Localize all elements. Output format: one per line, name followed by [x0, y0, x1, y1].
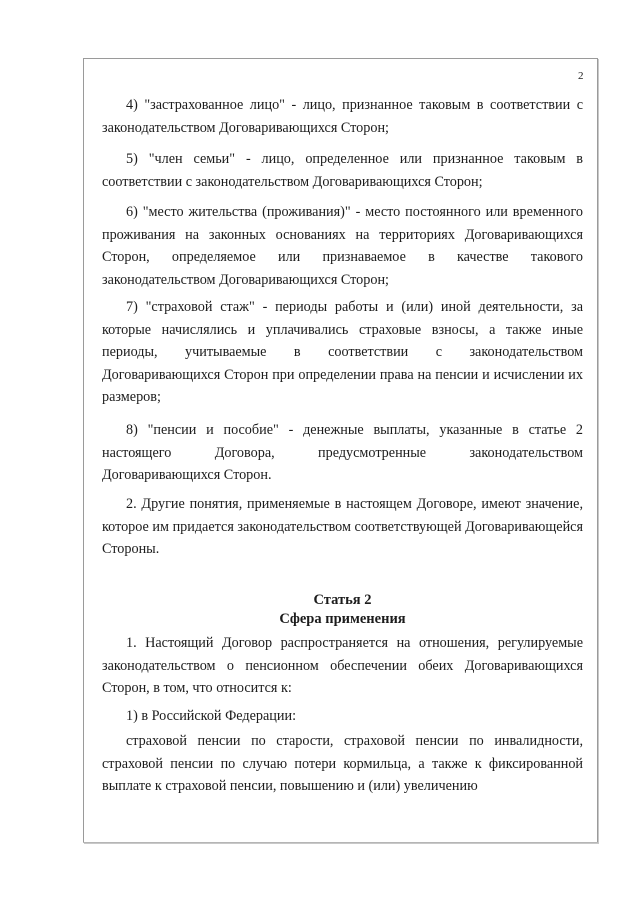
scope-paragraph: 1. Настоящий Договор распространяется на отношения, регулируемые законодательством о пенсионном обеспечении обеих Договаривающихся Сторон, в том, что относится к:	[102, 635, 583, 696]
definition-residence: 6) "место жительства (проживания)" - место постоянного или временного проживания на законных основаниях на территориях Договаривающихся Сторон, определяемое или признаваемое в качестве такового законодательством Договаривающихся Сторон;	[102, 204, 583, 288]
russian-federation-item: 1) в Российской Федерации:	[126, 708, 297, 724]
insurance-pension-paragraph: страховой пенсии по старости, страховой пенсии по инвалидности, страховой пенсии по случаю потери кормильца, а также к фиксированной выплате к страховой пенсии, повышению и (или) увеличению	[102, 733, 583, 794]
other-terms-paragraph: 2. Другие понятия, применяемые в настоящем Договоре, имеют значение, которое им придается законодательством соответствующей Договаривающейся Стороны.	[102, 496, 583, 557]
definition-insured-person: 4) "застрахованное лицо" - лицо, признанное таковым в соответствии с законодательством Договаривающихся Сторон;	[102, 97, 583, 136]
page-bottom-line	[83, 842, 598, 843]
article-number: Статья 2	[313, 592, 372, 608]
definition-insurance-record: 7) "страховой стаж" - периоды работы и (или) иной деятельности, за которые начислялись и уплачивались страховые взносы, а также иные периоды, учитываемые в соответствии с законодательством Договаривающихся Сторон при определении права на пенсии и исчислении их размеров;	[102, 299, 583, 405]
definition-pensions-benefit: 8) "пенсии и пособие" - денежные выплаты, указанные в статье 2 настоящего Договора, предусмотренные законодательством Договаривающихся Сторон.	[102, 422, 583, 483]
article-title: Сфера применения	[279, 611, 406, 627]
definition-family-member: 5) "член семьи" - лицо, определенное или признанное таковым в соответствии с законодательством Договаривающихся Сторон;	[102, 151, 583, 190]
page-number: 2	[578, 70, 584, 82]
